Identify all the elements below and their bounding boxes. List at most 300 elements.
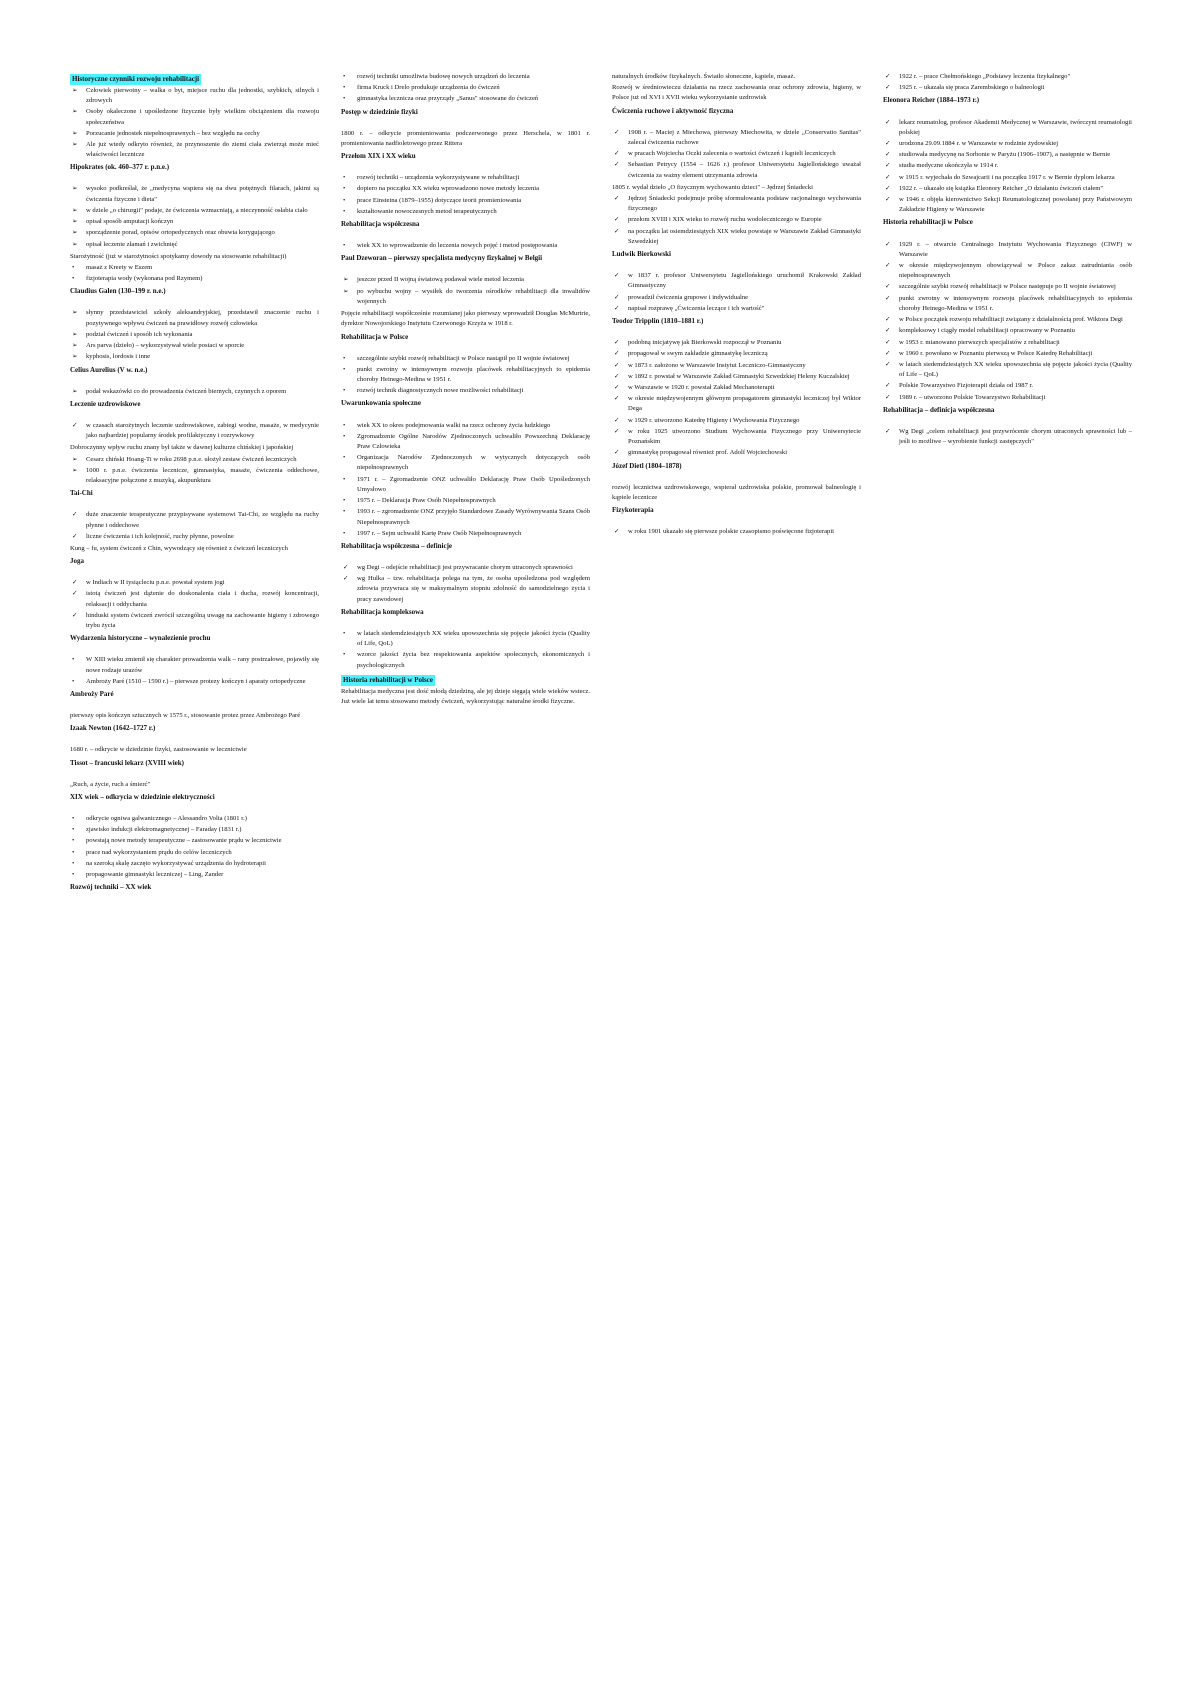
list-item	[70, 228, 319, 238]
list-item-text: w 1837 r. profesor Uniwersytetu Jagiellońskiego uruchomił Krakowski Zakład Gimnastyczny	[628, 272, 861, 290]
list-item	[612, 271, 861, 291]
section-heading: Celius Aurelius (V w. n.e.)	[70, 365, 148, 374]
check-icon: ✓	[614, 216, 620, 224]
bullet-list	[341, 629, 590, 671]
list-item-text: słynny przedstawiciel szkoły aleksandryjskiej, przedstawił znaczenie ruchu i pozytywnego wpływu ćwiczeń na prawidłowy rozwój człowieka	[86, 309, 319, 327]
arrow-icon: ➢	[72, 387, 78, 395]
arrow-icon: ➢	[72, 206, 78, 214]
list-item-text: szczególnie szybki rozwój rehabilitacji w Polsce następuje po II wojnie światowej	[899, 283, 1116, 291]
check-icon: ✓	[72, 579, 78, 587]
list-item	[70, 206, 319, 216]
check-icon: ✓	[885, 316, 891, 324]
list-item	[883, 139, 1132, 149]
paragraph: „Ruch, a życie, ruch a śmierć"	[70, 780, 151, 788]
arrow-icon: ➢	[72, 353, 78, 361]
arrow-icon: ➢	[72, 309, 78, 317]
list-item-text: podział ćwiczeń i sposób ich wykonania	[86, 330, 193, 338]
list-item	[612, 372, 861, 382]
arrow-icon: ➢	[72, 218, 78, 226]
check-icon: ✓	[885, 196, 891, 204]
list-item-text: w Polsce początek rozwoju rehabilitacji związany z działalnością prof. Wiktora Degi	[899, 316, 1123, 324]
section-heading: Przełom XIX i XX wieku	[341, 152, 416, 161]
list-item-text: Organizacja Narodów Zjednoczonych w wytycznych dotyczących osób niepełnosprawnych	[357, 454, 590, 472]
list-item-text: Człowiek pierwotny – walka o byt, miejsce ruchu dla jednostki, szybkich, silnych i zdrowych	[86, 86, 319, 105]
bullet-icon: •	[343, 185, 346, 193]
section-heading: Hipokrates (ok. 460–377 r. p.n.e.)	[70, 163, 170, 172]
list-item	[341, 287, 590, 307]
list-item	[70, 184, 319, 204]
list-item	[70, 217, 319, 227]
paragraph: rozwój lecznictwa uzdrowiskowego, wspierał uzdrowiska polskie, promował balneologię i kąpiele lecznicze	[612, 483, 861, 501]
bullet-list	[612, 338, 861, 458]
list-item-text: istotą ćwiczeń jest dążenie do doskonalenia ciała i ducha, rozwój koncentracji, relaksacji i oddychania	[86, 590, 319, 608]
check-icon: ✓	[885, 338, 891, 346]
list-item-text: odkrycie ogniwa galwanicznego – Alessandro Volta (1801 r.)	[86, 814, 247, 822]
list-item	[341, 453, 590, 473]
list-item	[70, 611, 319, 631]
list-item	[883, 360, 1132, 380]
list-item-text: w czasach starożytnych leczenie uzdrowiskowe, zabiegi wodne, masaże, w medycynie jako najbardziej popularny środek profilaktyczny i rozrywkowy	[86, 421, 319, 440]
check-icon: ✓	[72, 511, 78, 519]
list-item-text: w 1892 r. powstał w Warszawie Zakład Gimnastyki Szwedzkiej Heleny Kuczalskiej	[628, 372, 850, 380]
check-icon: ✓	[614, 195, 620, 203]
list-item	[341, 207, 590, 217]
list-item-text: kompleksowy i ciągły model rehabilitacji opracowany w Poznaniu	[899, 327, 1075, 335]
bullet-icon: •	[343, 508, 346, 516]
check-icon: ✓	[885, 294, 891, 302]
list-item	[612, 194, 861, 214]
check-icon: ✓	[614, 161, 620, 169]
list-item	[883, 393, 1132, 403]
list-item	[883, 315, 1132, 325]
bullet-list	[612, 271, 861, 314]
list-item-text: dopiero na początku XX wieku wprowadzono nowe metody leczenia	[357, 185, 539, 193]
list-item-text: Porzucanie jednostek niepełnosprawnych – bez względu na cechy	[86, 129, 260, 137]
check-icon: ✓	[614, 350, 620, 358]
section-heading: Tissot – francuski lekarz (XVIII wiek)	[70, 758, 185, 767]
section-heading: Rehabilitacja kompleksowa	[341, 607, 424, 616]
list-item	[341, 354, 590, 364]
paragraph: 1800 r. – odkrycie promieniowania podczerwonego przez Herschela, w 1801 r. promieniowania nadfioletowego przez Rittera	[341, 129, 590, 147]
list-item-text: w roku 1925 utworzono Studium Wychowania Fizycznego przy Uniwersytecie Poznańskim	[628, 427, 861, 446]
list-item	[70, 677, 319, 687]
list-item-text: w 1953 r. mianowano pierwszych specjalistów z rehabilitacji	[899, 338, 1060, 346]
list-item	[341, 507, 590, 527]
bullet-list	[341, 241, 590, 251]
column-2	[341, 72, 590, 1632]
list-item	[341, 275, 590, 285]
list-item	[341, 421, 590, 431]
list-item-text: w 1915 r. wyjechała do Szwajcarii i na początku 1917 r. w Bernie dyplom lekarza	[899, 173, 1115, 181]
list-item	[70, 578, 319, 588]
list-item-text: po wybuchu wojny – wysiłek do tworzenia ośrodków rehabilitacji dla inwalidów wojennych	[357, 287, 590, 305]
bullet-list	[341, 563, 590, 605]
list-item-text: wiek XX to wprowadzenie do leczenia nowych pojęć i metod postępowania	[357, 242, 558, 250]
section-heading: Rehabilitacja współczesna	[341, 220, 420, 229]
column-3	[612, 72, 861, 1632]
bullet-list	[70, 421, 319, 441]
list-item	[612, 394, 861, 414]
list-item	[612, 427, 861, 447]
list-item-text: sporządzenie porad, opisów ortopedycznych oraz obuwia korygującego	[86, 229, 275, 237]
check-icon: ✓	[72, 532, 78, 540]
list-item-text: 1000 r. p.n.e. ćwiczenia lecznicze, gimnastyka, masaże, ćwiczenia oddechowe, relaksacyjne połączone z muzyką, akupunktura	[86, 466, 319, 484]
list-item-text: wg Hulka – tzw. rehabilitacja polega na tym, że osoba upośledzona pod względem zdrowia przywraca się w maksymalnym stopniu zdolność do samodzielnego życia i pracy zawodowej	[357, 575, 590, 603]
arrow-icon: ➢	[72, 342, 78, 350]
check-icon: ✓	[885, 393, 891, 401]
list-item	[341, 94, 590, 104]
check-icon: ✓	[72, 611, 78, 619]
list-item-text: 1997 r. – Sejm uchwalił Kartę Praw Osób Niepełnosprawnych	[357, 529, 522, 537]
column-4	[883, 72, 1132, 1632]
list-item	[612, 349, 861, 359]
check-icon: ✓	[885, 240, 891, 248]
paragraph: Rozwój w średniowieczu działania na rzecz zachowania oraz ochrony zdrowia, higieny, w Polsce już od XVI i XVII wieku wykorzystanie uzdrowisk	[612, 84, 861, 102]
list-item-text: Sebastian Petrycy (1554 – 1626 r.) profesor Uniwersytetu Jagiellońskiego uważał ćwiczenia za ważny element utrzymania zdrowia	[628, 161, 861, 179]
arrow-icon: ➢	[343, 287, 349, 295]
bullet-list	[70, 814, 319, 880]
list-item-text: 1993 r. – zgromadzenie ONZ przyjęło Standardowe Zasady Wyrównywania Szans Osób Niepełnosprawnych	[357, 508, 590, 526]
section-heading: Józef Dietl (1804–1878)	[612, 461, 682, 470]
paragraph: 1680 r. – odkrycie w dziedzinie fizyki, zastosowanie w lecznictwie	[70, 746, 247, 754]
bullet-list	[341, 72, 590, 105]
check-icon: ✓	[614, 293, 620, 301]
document-page	[70, 72, 1132, 1632]
check-icon: ✓	[885, 427, 891, 435]
check-icon: ✓	[72, 590, 78, 598]
list-item-text: w latach siedemdziesiątych XX wieku upowszechnia się pojęcie jakości życia (Quality of Life, QoL)	[357, 629, 590, 648]
list-item-text: fizjoterapia wody (wykonana pod Rzymem)	[86, 275, 203, 283]
bullet-icon: •	[72, 814, 75, 822]
list-item-text: 1975 r. – Deklaracja Praw Osób Niepełnosprawnych	[357, 497, 496, 505]
list-item-text: propagowanie gimnastyki leczniczej – Ling, Zander	[86, 871, 224, 879]
arrow-icon: ➢	[72, 108, 78, 116]
list-item	[70, 308, 319, 328]
check-icon: ✓	[614, 361, 620, 369]
check-icon: ✓	[614, 395, 620, 403]
check-icon: ✓	[614, 128, 620, 136]
column-1	[70, 72, 319, 1632]
bullet-icon: •	[343, 432, 346, 440]
list-item	[612, 383, 861, 393]
list-item-text: punkt zwrotny w intensywnym rozwoju placówek rehabilitacyjnych to epidemia choroby Heinego-Medina w 1951 r.	[899, 294, 1132, 312]
bullet-list	[70, 86, 319, 161]
section-heading: Teodor Tripplin (1810–1881 r.)	[612, 317, 704, 326]
arrow-icon: ➢	[72, 185, 78, 193]
list-item-text: Ars parva (dzieło) – wykorzystywał wiele postaci w sporcie	[86, 342, 245, 350]
list-item	[612, 293, 861, 303]
list-item	[70, 140, 319, 160]
list-item	[70, 848, 319, 858]
list-item-text: opisał sposób amputacji kończyn	[86, 218, 174, 226]
check-icon: ✓	[885, 173, 891, 181]
list-item-text: w 1929 r. utworzono Katedrę Higieny i Wychowania Fizycznego	[628, 416, 800, 424]
bullet-list	[612, 128, 861, 181]
section-heading: Historyczne czynniki rozwoju rehabilitacji	[72, 75, 200, 83]
list-item-text: w Indiach w II tysiącleciu p.n.e. powstał system jogi	[86, 579, 225, 587]
section-heading: Rehabilitacja w Polsce	[341, 332, 409, 341]
list-item	[341, 83, 590, 93]
paragraph: Dobroczynny wpływ ruchu znany był także w dawnej kulturze chińskiej i japońskiej	[70, 444, 294, 452]
list-item-text: w latach siedemdziesiątych XX wieku upowszechnia się pojęcie jakości życia (Quality of Life – QoL)	[899, 360, 1132, 379]
section-heading: Rozwój techniki – XX wiek	[70, 883, 152, 892]
bullet-list	[883, 72, 1132, 93]
list-item	[70, 330, 319, 340]
section-heading: Claudius Galen (130–199 r. n.e.)	[70, 287, 166, 296]
list-item-text: 1925 r. – ukazała się praca Zarembskiego o balneologii	[899, 84, 1045, 92]
check-icon: ✓	[885, 261, 891, 269]
arrow-icon: ➢	[72, 466, 78, 474]
list-item-text: wg Degi – odejście rehabilitacji jest przywracanie chorym utraconych sprawności	[357, 564, 573, 571]
list-item	[341, 629, 590, 649]
list-item-text: w okresie międzywojennym obowiązywał w Polsce zakaz zatrudniania osób niepełnosprawnych	[899, 261, 1132, 280]
bullet-list	[612, 527, 861, 537]
check-icon: ✓	[614, 339, 620, 347]
bullet-icon: •	[72, 826, 75, 834]
list-item-text: szczególnie szybki rozwój rehabilitacji w Polsce nastąpił po II wojnie światowej	[357, 354, 570, 362]
bullet-list	[341, 173, 590, 217]
list-item	[883, 294, 1132, 314]
list-item-text: lekarz reumatolog, profesor Akademii Medycznej w Warszawie, twórczyni reumatologii polskiej	[899, 118, 1132, 136]
list-item-text: liczne ćwiczenia i ich kolejność, ruchy płynne, powolne	[86, 532, 234, 540]
list-item	[70, 589, 319, 609]
list-item-text: w 1946 r. objęła kierownictwo Sekcji Reumatologicznej powołanej przy Państwowym Zakładzie Higieny w Warszawie	[899, 196, 1132, 214]
list-item-text: w 1873 r. założono w Warszawie Instytut Leczniczo-Gimnastyczny	[628, 361, 806, 369]
bullet-list	[341, 421, 590, 539]
bullet-list	[70, 655, 319, 687]
list-item	[70, 870, 319, 880]
list-item	[883, 83, 1132, 93]
list-item	[70, 455, 319, 465]
list-item	[612, 215, 861, 225]
check-icon: ✓	[614, 272, 620, 280]
bullet-list	[883, 240, 1132, 403]
check-icon: ✓	[614, 150, 620, 158]
list-item	[883, 326, 1132, 336]
list-item-text: w okresie międzywojennym głównym propagatorem gimnastyki leczniczej był Wiktor Dega	[628, 395, 861, 413]
list-item	[341, 574, 590, 605]
list-item	[883, 240, 1132, 260]
check-icon: ✓	[614, 372, 620, 380]
list-item-text: Cesarz chiński Hoang-Ti w roku 2698 p.n.e. ułożył zestaw ćwiczeń leczniczych	[86, 455, 297, 463]
list-item	[70, 341, 319, 351]
list-item-text: w dziele „o chirurgii" podaje, że ćwiczenia wzmacniają, a nieczynność osłabia ciało	[86, 206, 308, 214]
bullet-list	[70, 263, 319, 284]
list-item-text: w pracach Wojciecha Oczki zalecenia o wartości ćwiczeń i kąpieli leczniczych	[628, 150, 836, 158]
bullet-icon: •	[343, 529, 346, 537]
bullet-icon: •	[343, 475, 346, 483]
list-item-text: opisał leczenie złamań i zwichnięć	[86, 240, 178, 248]
list-item	[70, 825, 319, 835]
section-heading: XIX wiek – odkrycia w dziedzinie elektryczności	[70, 792, 215, 801]
list-item	[70, 387, 319, 397]
list-item-text: rozwój techniki umożliwia budowę nowych urządzeń do leczenia	[357, 73, 530, 80]
check-icon: ✓	[885, 382, 891, 390]
list-item	[341, 72, 590, 82]
list-item-text: propagował w swym zakładzie gimnastykę leczniczą	[628, 350, 768, 358]
list-item	[70, 532, 319, 542]
section-heading: Rehabilitacja – definicja współczesna	[883, 405, 995, 414]
check-icon: ✓	[885, 151, 891, 159]
bullet-list	[883, 427, 1132, 447]
list-item	[883, 282, 1132, 292]
list-item-text: Polskie Towarzystwo Fizjoterapii działa od 1987 r.	[899, 382, 1034, 390]
section-heading: Postęp w dziedzinie fizyki	[341, 107, 418, 116]
list-item	[612, 149, 861, 159]
list-item	[883, 195, 1132, 215]
check-icon: ✓	[885, 184, 891, 192]
check-icon: ✓	[614, 304, 620, 312]
bullet-list	[341, 275, 590, 307]
list-item	[612, 128, 861, 148]
list-item	[883, 381, 1132, 391]
bullet-icon: •	[72, 263, 75, 271]
list-item	[341, 386, 590, 396]
arrow-icon: ➢	[343, 276, 349, 284]
list-item-text: prace nad wykorzystaniem prądu do celów leczniczych	[86, 848, 232, 856]
section-heading: Izaak Newton (1642–1727 r.)	[70, 724, 156, 733]
section-heading: Joga	[70, 557, 84, 566]
list-item	[612, 448, 861, 458]
bullet-icon: •	[343, 73, 346, 80]
list-item	[612, 361, 861, 371]
list-item	[70, 814, 319, 824]
check-icon: ✓	[885, 162, 891, 170]
list-item	[612, 527, 861, 537]
list-item-text: rozwój technik diagnostycznych nowe możliwości rehabilitacji	[357, 387, 524, 395]
list-item	[341, 173, 590, 183]
list-item-text: w 1960 r. powołano w Poznaniu pierwszą w Polsce Katedrę Rehabilitacji	[899, 349, 1093, 357]
check-icon: ✓	[614, 384, 620, 391]
section-heading: Tai-Chi	[70, 489, 93, 498]
bullet-icon: •	[343, 196, 346, 204]
list-item-text: kształtowanie nowoczesnych metod terapeutycznych	[357, 207, 497, 215]
list-item	[883, 161, 1132, 171]
list-item	[612, 416, 861, 426]
paragraph: 1805 r. wydał dzieło „O fizycznym wychowaniu dzieci" – Jędrzej Śniadecki	[612, 183, 813, 191]
arrow-icon: ➢	[72, 229, 78, 237]
list-item-text: masaż z Kreety w Eszem	[86, 263, 153, 271]
bullet-icon: •	[72, 837, 75, 845]
list-item	[70, 655, 319, 675]
arrow-icon: ➢	[72, 140, 78, 148]
check-icon: ✓	[885, 84, 891, 92]
list-item	[341, 475, 590, 495]
check-icon: ✓	[614, 227, 620, 235]
list-item	[883, 427, 1132, 447]
list-item	[341, 650, 590, 670]
section-heading: Ludwik Bierkowski	[612, 250, 671, 259]
bullet-list	[883, 118, 1132, 216]
list-item-text: podobną inicjatywę jak Bierkowski rozpoczął w Poznaniu	[628, 339, 782, 347]
bullet-list	[70, 387, 319, 397]
list-item	[341, 241, 590, 251]
list-item-text: 1971 r. – Zgromadzenie ONZ uchwaliło Deklarację Praw Osób Upośledzonych Umysłowo	[357, 475, 590, 493]
list-item-text: jeszcze przed II wojną światową podawał wiele metod leczenia	[357, 276, 524, 284]
paragraph: pierwszy opis kończyn sztucznych w 1575 r., stosowanie protez przez Ambrożego Paré	[70, 712, 301, 720]
list-item	[341, 529, 590, 539]
list-item-text: podał wskazówki co do prowadzenia ćwiczeń biernych, czynnych z oporem	[86, 387, 287, 395]
list-item	[883, 349, 1132, 359]
bullet-icon: •	[343, 387, 346, 395]
list-item-text: Ambroży Paré (1510 – 1590 r.) – pierwsze protezy kończyn i aparaty ortopedyczne	[86, 677, 306, 685]
list-item-text: Wg Degi „celem rehabilitacji jest przywrócenie chorym utraconych sprawności lub – jeśli to możliwe – wyrobienie funkcji zastępczych"	[899, 427, 1132, 446]
bullet-icon: •	[72, 848, 75, 856]
list-item	[883, 118, 1132, 138]
list-item-text: Ale już wtedy odkryto również, że przynoszenie do ziemi ciała zwierząt może mieć właściwości lecznicze	[86, 140, 319, 159]
list-item	[883, 338, 1132, 348]
list-item-text: prace Einsteina (1879–1955) dotyczące teorii promieniowania	[357, 196, 522, 204]
section-heading: Ćwiczenia ruchowe i aktywność fizyczna	[612, 106, 734, 115]
list-item	[612, 304, 861, 314]
check-icon: ✓	[885, 283, 891, 291]
list-item-text: wzorce jakości życia bez respektowania aspektów społecznych, ekonomicznych i psychologicznych	[357, 651, 590, 669]
list-item-text: na początku lat osiemdziesiątych XIX wieku powstaje w Warszawie Zakład Gimnastyki Szwedzkiej	[628, 227, 861, 245]
bullet-icon: •	[72, 275, 75, 283]
arrow-icon: ➢	[72, 240, 78, 248]
section-heading: Historia rehabilitacji w Polsce	[343, 675, 433, 684]
bullet-icon: •	[72, 859, 75, 867]
bullet-list	[70, 184, 319, 249]
list-item	[70, 421, 319, 441]
bullet-list	[70, 578, 319, 631]
list-item	[70, 352, 319, 362]
bullet-icon: •	[343, 497, 346, 505]
list-item	[341, 563, 590, 573]
paragraph: Rehabilitacja medyczna jest dość młodą dziedziną, ale jej dzieje sięgają wiele wieków wstecz. Już wiele lat temu stosowano metody ćwiczeń, wykorzystując naturalne środki fizyczne.	[341, 687, 590, 705]
list-item	[341, 432, 590, 452]
paragraph: Kung – fu, system ćwiczeń z Chin, wywodzący się również z ćwiczeń leczniczych	[70, 544, 288, 552]
list-item	[612, 227, 861, 247]
list-item	[612, 160, 861, 180]
list-item	[883, 261, 1132, 281]
list-item-text: rozwój techniki – urządzenia wykorzystywane w rehabilitacji	[357, 174, 520, 182]
list-item-text: Jędrzej Śniadecki podejmuje próbę sformułowania podstaw racjonalnego wychowania fizycznego	[628, 195, 861, 213]
bullet-icon: •	[343, 95, 346, 103]
check-icon: ✓	[885, 349, 891, 357]
paragraph: naturalnych środków fizykalnych. Światło słoneczne, kąpiele, masaż.	[612, 73, 796, 80]
list-item	[883, 184, 1132, 194]
bullet-icon: •	[343, 365, 346, 373]
bullet-icon: •	[343, 454, 346, 462]
list-item	[70, 263, 319, 273]
check-icon: ✓	[72, 421, 78, 429]
section-heading: Leczenie uzdrowiskowe	[70, 399, 141, 408]
list-item-text: 1929 r. – otwarcie Centralnego Instytutu Wychowania Fizycznego (CIWF) w Warszawie	[899, 240, 1132, 258]
check-icon: ✓	[614, 449, 620, 457]
check-icon: ✓	[614, 528, 620, 536]
list-item-text: prowadził ćwiczenia grupowe i indywidualne	[628, 293, 749, 301]
list-item	[70, 107, 319, 127]
paragraph: Pojęcie rehabilitacji współcześnie rozumianej jako pierwszy wprowadził Douglas McMurtrie, dyrektor Nowojorskiego Instytutu Czerwonego Krzyża w 1918 r.	[341, 310, 590, 328]
list-item-text: w roku 1901 ukazało się pierwsze polskie czasopismo poświęcone fizjoterapii	[628, 528, 834, 536]
check-icon: ✓	[343, 564, 349, 571]
list-item-text: w Warszawie w 1920 r. powstał Zakład Mechanoterapii	[628, 384, 775, 391]
bullet-icon: •	[343, 421, 346, 429]
section-heading: Paul Dzeworan – pierwszy specjalista medycyny fizykalnej w Belgii	[341, 254, 543, 263]
bullet-icon: •	[72, 677, 75, 685]
list-item-text: zjawisko indukcji elektromagnetycznej – Faraday (1831 r.)	[86, 826, 242, 834]
list-item	[341, 184, 590, 194]
list-item	[70, 240, 319, 250]
bullet-icon: •	[72, 871, 75, 879]
check-icon: ✓	[885, 360, 891, 368]
check-icon: ✓	[885, 327, 891, 335]
list-item	[70, 466, 319, 486]
section-heading: Wydarzenia historyczne – wynalezienie prochu	[70, 634, 211, 643]
list-item-text: Osoby okaleczone i upośledzone fizycznie były wielkim obciążeniem dla rozwoju społeczeństwa	[86, 108, 319, 126]
list-item-text: powstają nowe metody terapeutyczne – zastosowanie prądu w lecznictwie	[86, 837, 282, 845]
